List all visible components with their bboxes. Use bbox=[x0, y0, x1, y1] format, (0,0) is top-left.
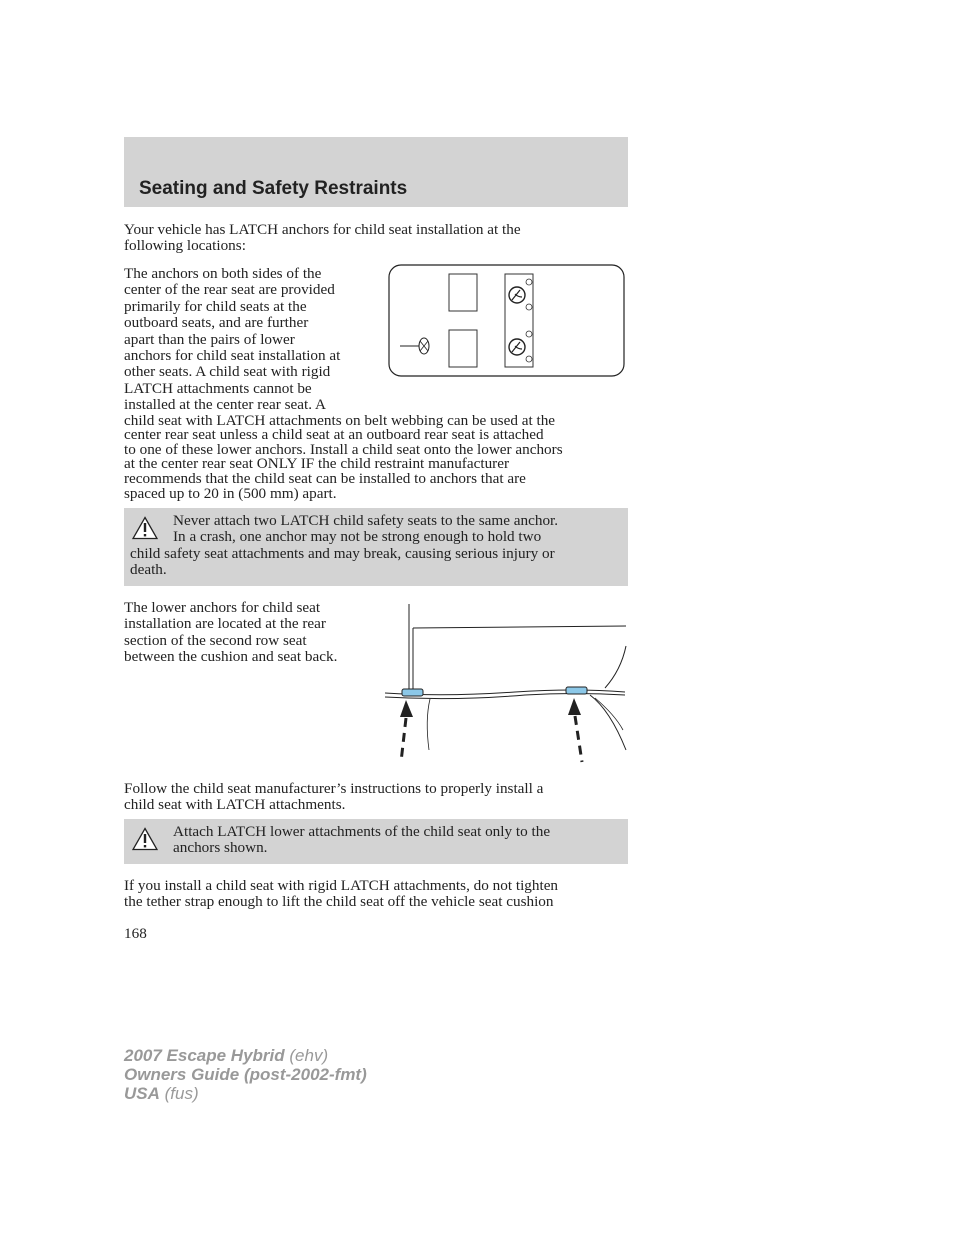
follow-instructions-paragraph bbox=[124, 781, 628, 814]
text-line: to one of these lower anchors. Install a child seat onto the lower anchors bbox=[124, 440, 563, 458]
text-line: child safety seat attachments and may break, causing serious injury or bbox=[130, 544, 555, 562]
page-number: 168 bbox=[124, 925, 147, 942]
text-line: LATCH attachments cannot be bbox=[124, 379, 312, 397]
footer-model-code: (ehv) bbox=[289, 1046, 329, 1065]
text-line: death. bbox=[130, 561, 167, 579]
text-line: recommends that the child seat can be installed to anchors that are bbox=[124, 470, 526, 488]
child-seat-anchor-icon bbox=[509, 339, 525, 355]
text-line: Never attach two LATCH child safety seats to the same anchor. bbox=[173, 512, 559, 529]
text-line: spaced up to 20 in (500 mm) apart. bbox=[124, 484, 337, 502]
text-line: installed at the center rear seat. A bbox=[124, 396, 326, 414]
arrow-right-icon bbox=[568, 698, 582, 762]
text-line: installation are located at the rear bbox=[124, 615, 326, 633]
text-line: following locations: bbox=[124, 237, 246, 255]
lower-anchor-diagram bbox=[385, 600, 628, 766]
text-line: center of the rear seat are provided bbox=[124, 281, 335, 299]
document-footer bbox=[124, 1046, 367, 1103]
text-line: The anchors on both sides of the bbox=[124, 265, 322, 282]
text-line: center rear seat unless a child seat at an outboard rear seat is attached bbox=[124, 426, 544, 444]
text-line: the tether strap enough to lift the child seat off the vehicle seat cushion bbox=[124, 893, 554, 911]
text-line: other seats. A child seat with rigid bbox=[124, 363, 331, 381]
section-title: Seating and Safety Restraints bbox=[139, 178, 408, 199]
text-line: anchors for child seat installation at bbox=[124, 347, 341, 365]
lower-anchor-right bbox=[566, 687, 587, 694]
footer-model: 2007 Escape Hybrid bbox=[124, 1046, 285, 1065]
footer-market-code: (fus) bbox=[164, 1084, 199, 1103]
text-line: Follow the child seat manufacturer’s instructions to properly install a bbox=[124, 780, 544, 797]
text-line: apart than the pairs of lower bbox=[124, 330, 295, 348]
footer-guide: Owners Guide (post-2002-fmt) bbox=[124, 1065, 367, 1084]
warning-box-1 bbox=[124, 508, 628, 586]
latch-location-diagram bbox=[388, 264, 626, 378]
text-line: Attach LATCH lower attachments of the child seat only to the bbox=[173, 823, 551, 840]
arrow-left-icon bbox=[400, 700, 413, 762]
child-seat-anchor-icon bbox=[509, 287, 525, 303]
rigid-latch-paragraph bbox=[124, 878, 628, 911]
text-line: child seat with LATCH attachments. bbox=[124, 796, 346, 814]
warning-box-2 bbox=[124, 819, 628, 864]
lower-anchors-paragraph bbox=[124, 600, 376, 666]
text-line: section of the second row seat bbox=[124, 631, 307, 649]
footer-market: USA bbox=[124, 1084, 160, 1103]
lower-anchor-left bbox=[402, 689, 423, 696]
text-line: The lower anchors for child seat bbox=[124, 599, 321, 616]
text-line: Your vehicle has LATCH anchors for child seat installation at the bbox=[124, 221, 521, 238]
text-line: In a crash, one anchor may not be strong enough to hold two bbox=[173, 528, 542, 546]
text-line: at the center rear seat ONLY IF the child restraint manufacturer bbox=[124, 455, 510, 473]
text-line: child seat with LATCH attachments on belt webbing can be used at the bbox=[124, 411, 556, 429]
intro-paragraph bbox=[124, 222, 628, 255]
text-line: If you install a child seat with rigid LATCH attachments, do not tighten bbox=[124, 877, 559, 894]
text-line: primarily for child seats at the bbox=[124, 297, 307, 315]
text-line: anchors shown. bbox=[173, 839, 268, 857]
text-line: outboard seats, and are further bbox=[124, 314, 309, 332]
text-line: between the cushion and seat back. bbox=[124, 648, 338, 666]
section-header bbox=[124, 137, 628, 207]
